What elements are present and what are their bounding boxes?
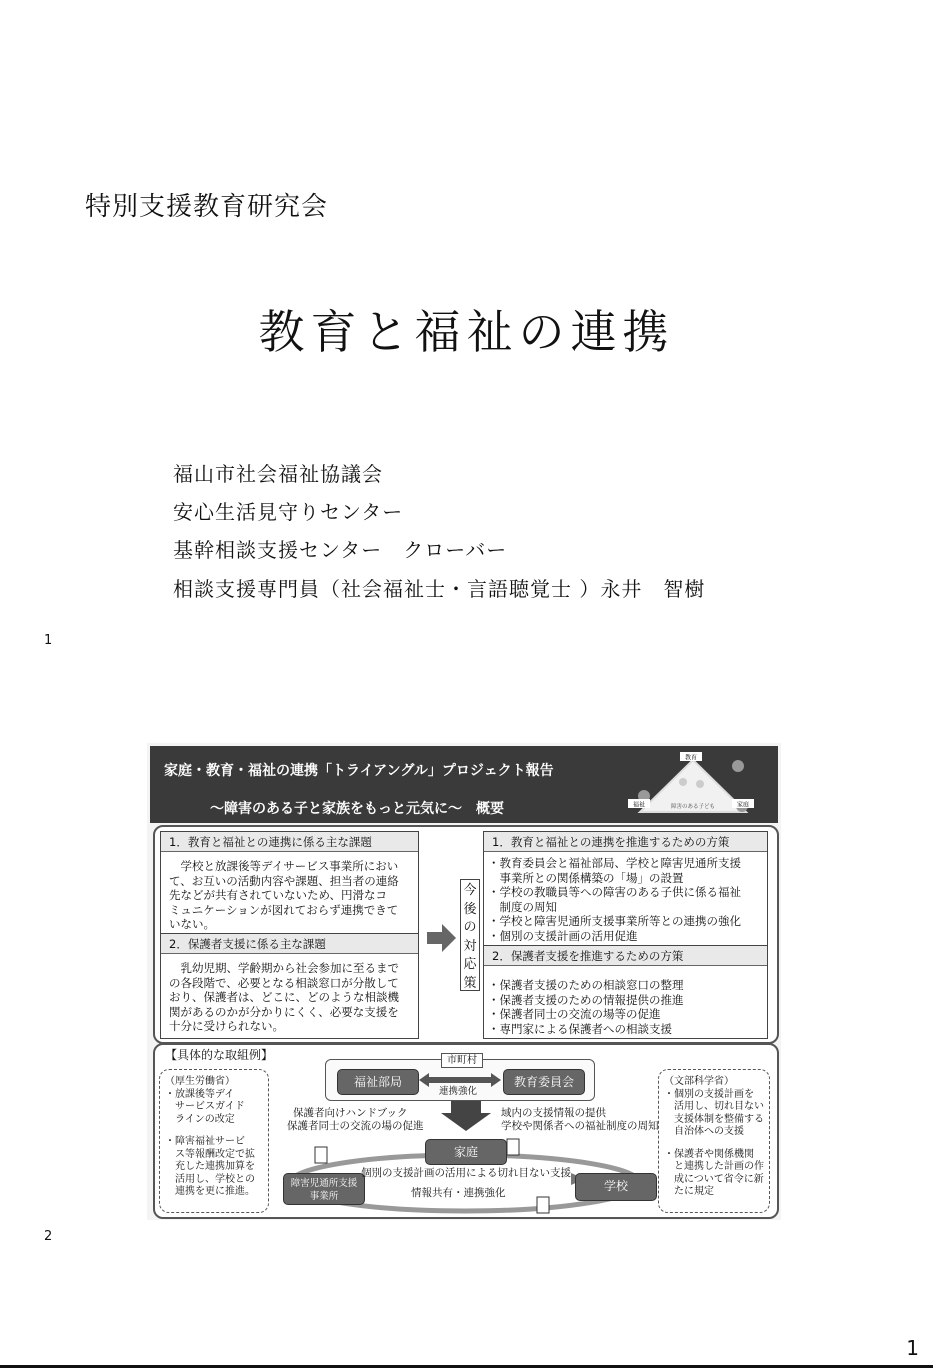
slide-number: 1: [44, 633, 53, 648]
future-measures-label: 今 後 の 対 応 策: [460, 879, 480, 991]
slide-number: 2: [44, 1229, 53, 1244]
triangle-label-left: 福祉: [632, 801, 646, 809]
issue-text-2: 乳幼児期、学齢期から社会参加に至るまで の各段階で、必要となる相談窓口が分散して おり、保護者は、どこに、どのような相談機 関があるのかが分かりにくく、必要な支援を 十分に受けられない。: [169, 961, 399, 1033]
info-text-1: 域内の支援情報の提供: [501, 1107, 606, 1119]
school-box: 学校: [575, 1173, 657, 1201]
measure-box-1: [483, 831, 768, 946]
issue-box-1: [160, 831, 419, 935]
facility-box: 障害児通所支援 事業所: [283, 1173, 365, 1205]
affiliation-line: 安心生活見守りセンター: [173, 500, 404, 524]
home-box: 家庭: [425, 1139, 507, 1165]
page-title: 教育と福祉の連携: [258, 305, 675, 359]
handbook-text-2: 保護者同士の交流の場の促進: [287, 1120, 424, 1132]
slide-image: [147, 743, 781, 1220]
issues-and-measures-panel: [153, 825, 779, 1044]
examples-panel: [153, 1043, 779, 1219]
down-arrow-icon: [441, 1101, 491, 1131]
measure-heading-2: 2．保護者支援を推進するための方策: [484, 946, 767, 966]
municipality-label: 市町村: [441, 1053, 483, 1068]
info-text-2: 学校や関係者への福祉制度の周知: [501, 1120, 659, 1132]
affiliation-line: 福山市社会福祉協議会: [173, 462, 383, 486]
triangle-label-right: 家庭: [736, 801, 750, 809]
measure-items-1: ・教育委員会と福祉部局、学校と障害児通所支援 事業所との関係構築の「場」の設置 ・学校の教職員等への障害のある子供に係る福祉 制度の周知 ・学校と障害児通所支援事業所等との連携の強化 ・個別の支援計画の活用促進: [488, 856, 741, 943]
triangle-illustration: [628, 752, 758, 818]
right-arrow-icon: [427, 923, 457, 953]
handbook-text-1: 保護者向けハンドブック: [293, 1107, 408, 1119]
plan-support-label: 個別の支援計画の活用による切れ目ない支援: [361, 1167, 571, 1179]
slide-banner: [150, 746, 778, 823]
board-of-education-box: 教育委員会: [503, 1069, 585, 1095]
mhlw-box: （厚生労働省） ・放課後等デイ サービスガイド ラインの改定 ・障害福祉サービ ス等報酬改定で拡 充した連携加算を 活用し、学校との 連携を更に推進。: [159, 1069, 269, 1213]
cooperation-label: 連携強化: [439, 1086, 478, 1097]
info-sharing-label: 情報共有・連携強化: [411, 1187, 506, 1199]
issue-box-2: [160, 933, 419, 1039]
triangle-label-center: 障害のある子ども: [670, 804, 716, 810]
issue-text-1: 学校と放課後等デイサービス事業所におい て、お互いの活動内容や課題、担当者の連絡 先などが共有されていないため、円滑なコ ミュニケーションが図れておらず連携できて いない。: [169, 859, 399, 931]
triangle-label-top: 教育: [684, 754, 698, 762]
affiliation-line: 基幹相談支援センター クローバー: [173, 538, 508, 562]
measure-items-2: ・保護者支援のための相談窓口の整理 ・保護者支援のための情報提供の推進 ・保護者同士の交流の場等の促進 ・専門家による保護者への相談支援: [488, 978, 684, 1036]
measure-heading-1: 1．教育と福祉との連携を推進するための方策: [484, 832, 767, 852]
issue-heading-1: 1．教育と福祉との連携に係る主な課題: [161, 832, 418, 852]
footer-page-number: 1: [906, 1336, 919, 1360]
examples-heading: 【具体的な取組例】: [165, 1048, 274, 1062]
organization-heading: 特別支援教育研究会: [85, 192, 329, 222]
mext-box: （文部科学省） ・個別の支援計画を 活用し、切れ目ない 支援体制を整備する 自治体への支援 ・保護者や関係機関 と連携した計画の作 成について省令に新 たに規定: [658, 1069, 770, 1213]
welfare-dept-box: 福祉部局: [337, 1069, 419, 1095]
slide-title: 家庭・教育・福祉の連携「トライアングル」プロジェクト報告: [164, 763, 554, 779]
issue-heading-2: 2．保護者支援に係る主な課題: [161, 934, 418, 954]
slide-subtitle: ～障害のある子と家族をもっと元気に～ 概要: [210, 801, 504, 817]
measure-box-2: [483, 945, 768, 1039]
footer-divider: [0, 1365, 933, 1368]
affiliation-line: 相談支援専門員（社会福祉士・言語聴覚士 ）永井 智樹: [173, 577, 706, 601]
